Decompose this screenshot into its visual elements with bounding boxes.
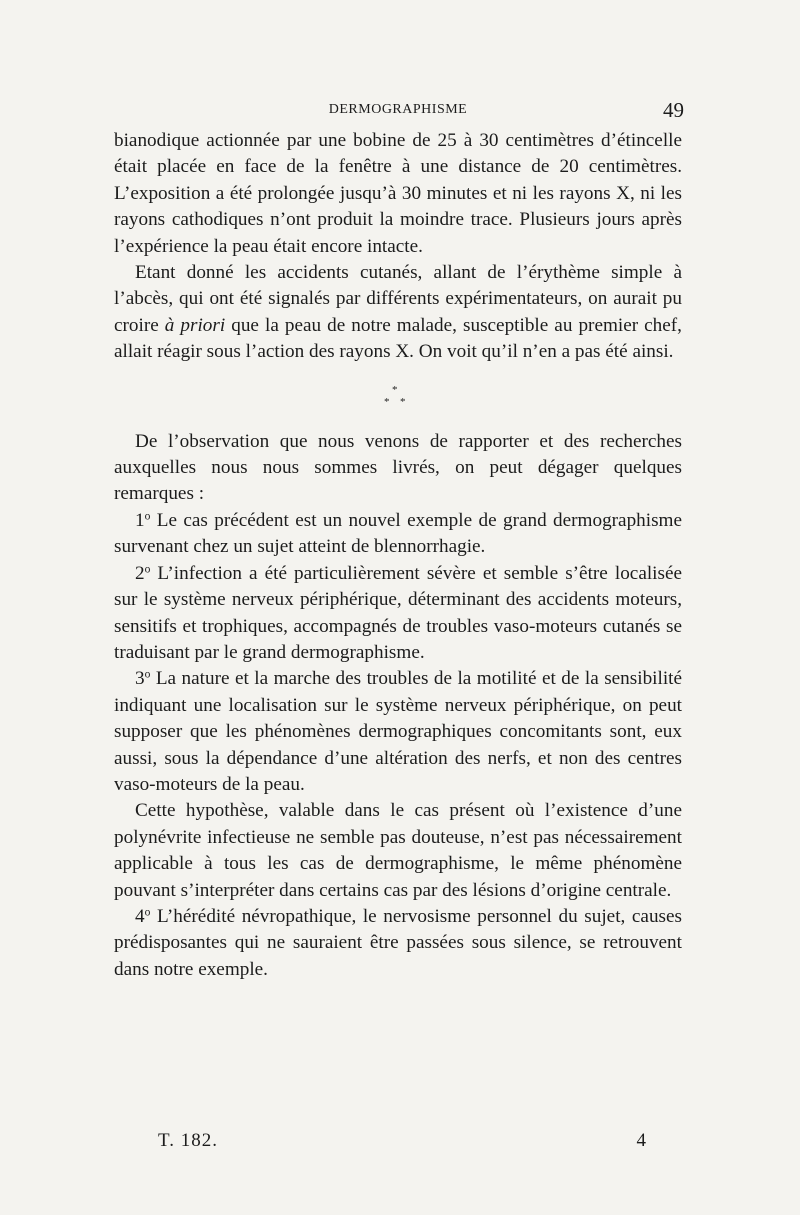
- ordinal-mark: o: [144, 563, 151, 576]
- body-text: [114, 128, 682, 983]
- remark-number: 2: [135, 562, 145, 584]
- remark-1: [114, 508, 682, 561]
- remark-number: 4: [135, 905, 145, 927]
- remark-text: La nature et la marche des troubles de la motilité et de la sensibilité indiquant une localisation sur le système nerveux périphérique, on peut supposer que les phénomènes dermographiques concomitants sont, eux aussi, sous la dépendance d’une altération des nerfs, et non des centres vaso-moteurs de la peau.: [114, 668, 682, 795]
- asterism-separator: [114, 377, 682, 417]
- paragraph: bianodique actionnée par une bobine de 25 à 30 centimètres d’étincelle était placée en face de la fenêtre à une distance de 20 centimètres. L’exposition a été prolongée jusqu’à 30 minutes et ni les rayons X, ni les rayons cathodiques n’ont produit la moindre trace. Plusieurs jours après l’expérience la peau était encore intacte.: [114, 130, 682, 257]
- sheet-number: 4: [636, 1130, 646, 1151]
- remark-number: 1: [135, 509, 145, 531]
- signature-mark: T. 182.: [158, 1130, 218, 1151]
- remark-text: L’infection a été particulièrement sévère et semble s’être localisée sur le système nerveux périphérique, déterminant des accidents moteurs, sensitifs et trophiques, accompagnés de troubles vaso-moteurs cutanés se traduisant par le grand dermographisme.: [114, 562, 682, 663]
- paragraph: [114, 260, 682, 366]
- asterism-star: *: [392, 383, 398, 396]
- paragraph: De l’observation que nous venons de rapporter et des recherches auxquelles nous nous sommes livrés, on peut dégager quelques remarques :: [114, 430, 682, 505]
- ordinal-mark: o: [144, 906, 151, 919]
- remark-text: L’hérédité névropathique, le nervosisme personnel du sujet, causes prédisposantes qui ne sauraient être passées sous silence, se retrouvent dans notre exemple.: [114, 905, 682, 980]
- emphasis-a-priori: à priori: [164, 314, 226, 336]
- asterism-star: *: [384, 395, 390, 408]
- running-title: DERMOGRAPHISME: [328, 102, 468, 117]
- page-header: [114, 98, 682, 122]
- ordinal-mark: o: [144, 668, 151, 681]
- page-number: 49: [663, 98, 684, 122]
- ordinal-mark: o: [144, 510, 151, 523]
- book-page: [114, 0, 682, 1215]
- paragraph: Cette hypothèse, valable dans le cas présent où l’existence d’une polynévrite infectieuse ne semble pas douteuse, n’est pas nécessairement applicable à tous les cas de dermographisme, le même phénomène pouvant s’interpréter dans certains cas par des lésions d’origine centrale.: [114, 800, 682, 901]
- asterism-star: *: [400, 395, 406, 408]
- page-footer: [114, 1130, 682, 1158]
- paragraph-text: que la peau de notre malade, susceptible au premier chef, allait réagir sous l’action des rayons X. On voit qu’il n’en a pas été ainsi.: [114, 314, 682, 363]
- paragraph-text: Etant donné les accidents cutanés, allant de l’érythème simple à l’abcès, qui ont été signalés par différents expérimentateurs, on aurait pu croire: [114, 262, 682, 336]
- remark-number: 3: [135, 668, 145, 690]
- remark-4: [114, 904, 682, 983]
- remark-2: [114, 561, 682, 667]
- remark-3: [114, 666, 682, 798]
- remark-text: Le cas précédent est un nouvel exemple de grand dermographisme survenant chez un sujet atteint de blennorrhagie.: [114, 509, 682, 558]
